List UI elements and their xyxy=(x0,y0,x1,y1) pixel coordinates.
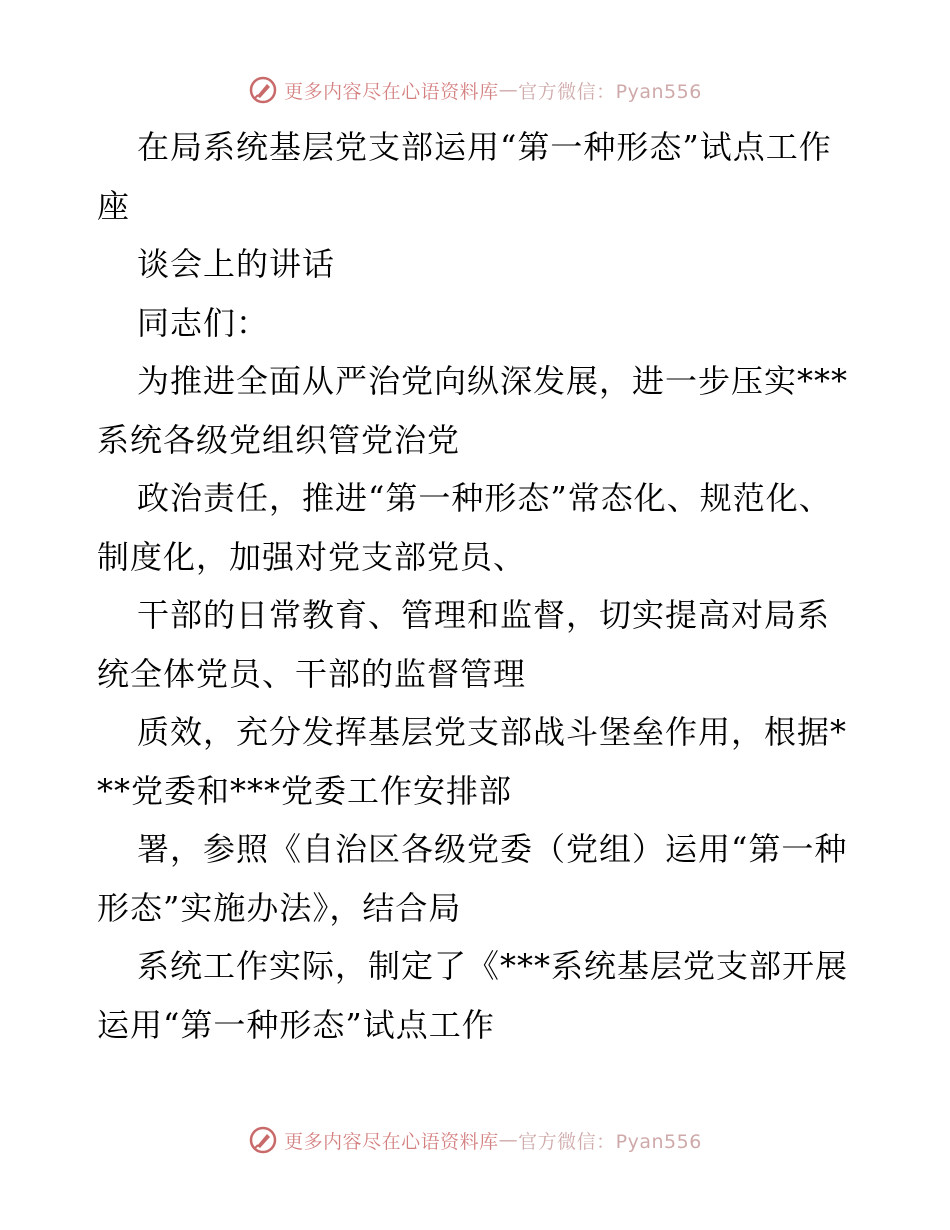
document-body xyxy=(97,118,857,1054)
paragraph-body-2: 政治责任，推进“第一种形态”常态化、规范化、制度化，加强对党支部党员、 xyxy=(97,479,832,576)
watermark-sub-text: 官方微信：Pyan556 xyxy=(518,1130,702,1153)
watermark-dash: — xyxy=(498,1129,519,1151)
watermark-sub-text: 官方微信：Pyan556 xyxy=(518,80,702,103)
paragraph-body-1: 为推进全面从严治党向纵深发展，进一步压实***系统各级党组织管党治党 xyxy=(97,362,849,459)
pen-nib-circle-icon xyxy=(248,75,278,105)
paragraph-body-4: 质效，充分发挥基层党支部战斗堡垒作用，根据***党委和***党委工作安排部 xyxy=(97,713,848,810)
paragraph-body-5: 署，参照《自治区各级党委（党组）运用“第一种形态”实施办法》，结合局 xyxy=(97,830,848,927)
paragraph-body-3: 干部的日常教育、管理和监督，切实提高对局系统全体党员、干部的监督管理 xyxy=(97,596,831,693)
paragraph-title-line1: 在局系统基层党支部运用“第一种形态”试点工作座 xyxy=(97,128,832,225)
header-watermark xyxy=(0,70,950,110)
watermark-dash: — xyxy=(498,79,519,101)
paragraph-body-6: 系统工作实际，制定了《***系统基层党支部开展运用“第一种形态”试点工作 xyxy=(97,947,849,1044)
watermark-main-text: 更多内容尽在心语资料库 xyxy=(284,80,499,103)
paragraph-salutation: 同志们： xyxy=(137,303,270,342)
pen-nib-circle-icon xyxy=(248,1125,278,1155)
footer-watermark xyxy=(0,1120,950,1160)
paragraph-title-line2: 谈会上的讲话 xyxy=(137,245,336,283)
watermark-main-text: 更多内容尽在心语资料库 xyxy=(284,1130,499,1153)
